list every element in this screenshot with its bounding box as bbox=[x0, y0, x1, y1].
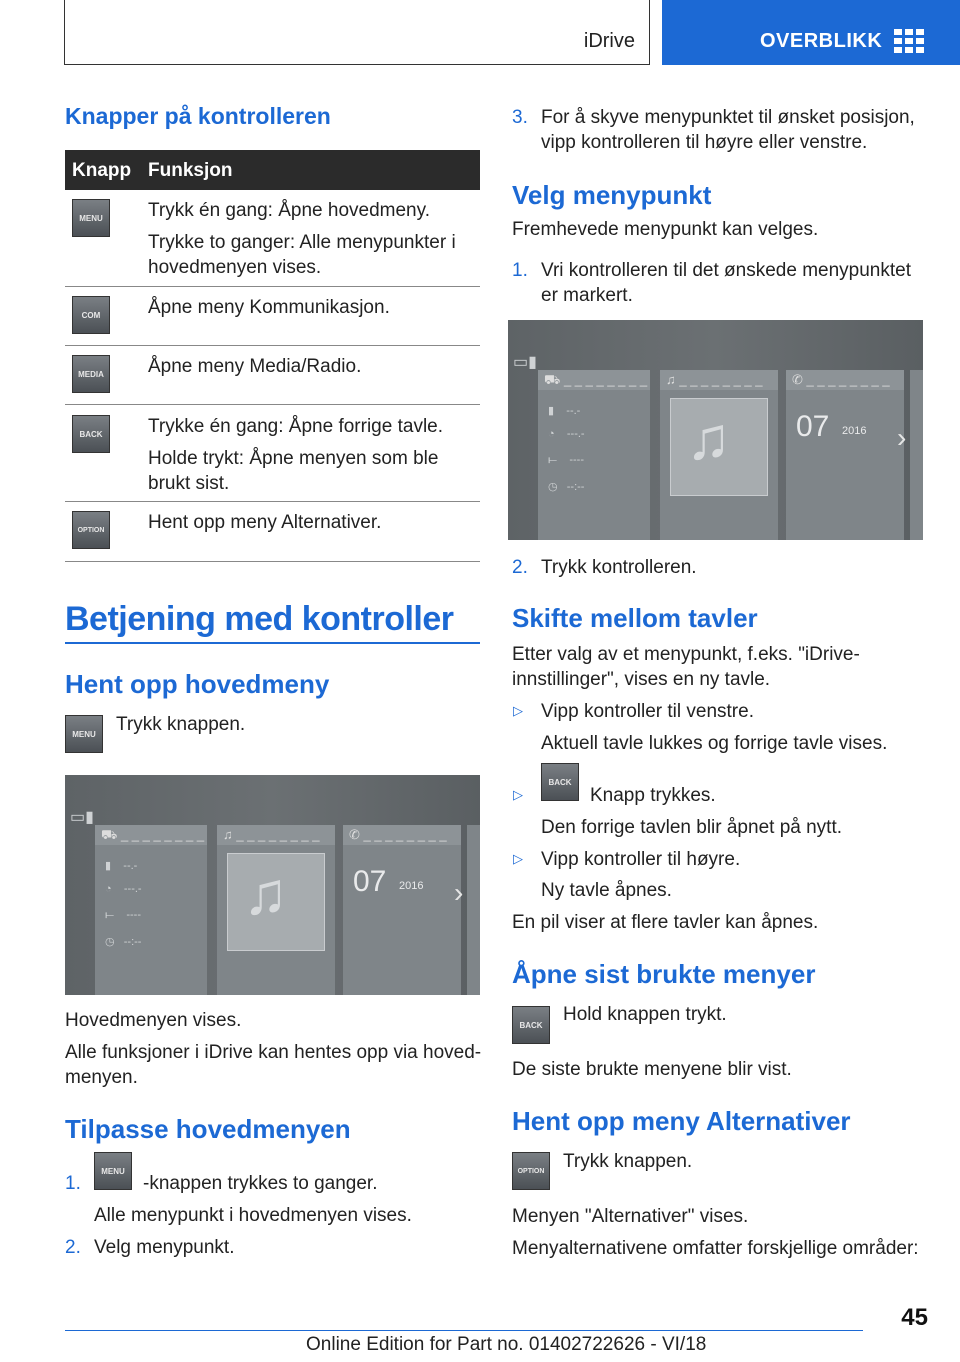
step-number: 1. bbox=[65, 1173, 81, 1194]
page-number: 45 bbox=[901, 1304, 928, 1331]
media-button-icon: MEDIA bbox=[72, 355, 110, 393]
switch-line1: Etter valg av et menypunkt, f.eks. "iDrive- bbox=[512, 644, 860, 665]
select-desc: Fremhevede menypunkt kan velges. bbox=[512, 219, 819, 240]
table-header bbox=[65, 150, 480, 190]
tile-phone: ✆ _ _ _ _ _ _ _ _ 07 2016 bbox=[786, 370, 904, 540]
table-divider bbox=[65, 345, 480, 346]
heading-switch-panels: Skifte mellom tavler bbox=[512, 603, 758, 633]
step3-line1: For å skyve menypunktet til ønsket posisjon, bbox=[541, 107, 915, 128]
bullet-triangle-icon: ▷ bbox=[513, 851, 523, 866]
idrive-screen-image bbox=[65, 775, 480, 995]
tile-vehicle: ⛟ _ _ _ _ _ _ _ _ ▮ --.- ◔ ---.- ⟝ ---- ◷ --:-- bbox=[538, 370, 650, 540]
table-divider bbox=[65, 561, 480, 562]
step1-detail: Alle menypunkt i hovedmenyen vises. bbox=[94, 1205, 412, 1226]
chevron-right-icon: › bbox=[454, 877, 464, 908]
tile-media: ♫ _ _ _ _ _ _ _ _ ♫ bbox=[660, 370, 778, 540]
step-number: 2. bbox=[512, 557, 528, 578]
overview-tab-label: OVERBLIKK bbox=[760, 30, 883, 52]
footer-text: Online Edition for Part no. 01402722626 - VI/18 bbox=[306, 1334, 707, 1355]
step-number: 2. bbox=[65, 1237, 81, 1258]
header-frame bbox=[64, 0, 650, 65]
heading-select-item: Velg menypunkt bbox=[512, 180, 712, 210]
tile-vehicle: ⛟ _ _ _ _ _ _ _ _ ▮ --.- ◔ ---.- ⟝ ---- ◷ --:-- bbox=[95, 825, 207, 995]
all-functions-line1: Alle funksjoner i iDrive kan hentes opp via hoved- bbox=[65, 1042, 482, 1063]
step3-line2: vipp kontrolleren til høyre eller venstre. bbox=[541, 132, 868, 153]
select-step1-line2: er markert. bbox=[541, 285, 633, 306]
heading-adjust-menu: Tilpasse hovedmenyen bbox=[65, 1114, 351, 1144]
select-step1-line1: Vri kontrolleren til det ønskede menypunktet bbox=[541, 260, 911, 281]
tile-next bbox=[910, 370, 923, 540]
screen-icon: ▭▮ bbox=[513, 354, 537, 371]
row-option-line1: Hent opp meny Alternativer. bbox=[148, 512, 382, 533]
table-divider bbox=[65, 286, 480, 287]
step2-text: Velg menypunkt. bbox=[94, 1237, 235, 1258]
row-com-line1: Åpne meny Kommunikasjon. bbox=[148, 297, 390, 318]
overview-tab[interactable] bbox=[662, 0, 960, 65]
step-number: 3. bbox=[512, 107, 528, 128]
tile-next bbox=[467, 825, 480, 995]
bullet2-detail: Den forrige tavlen blir åpnet på nytt. bbox=[541, 817, 843, 838]
music-note-icon: ♫ bbox=[686, 405, 731, 472]
option-button-icon: OPTION bbox=[72, 511, 110, 549]
bullet2: Knapp trykkes. bbox=[590, 785, 716, 806]
all-functions-line2: menyen. bbox=[65, 1067, 138, 1088]
option-button-icon: OPTION bbox=[512, 1152, 550, 1190]
heading-recent-menus: Åpne sist brukte menyer bbox=[512, 959, 816, 989]
screen-year: 2016 bbox=[842, 425, 867, 437]
screen-date: 07 bbox=[353, 865, 387, 898]
row-back-line1: Trykke én gang: Åpne forrige tavle. bbox=[148, 416, 444, 437]
idrive-screen-image bbox=[508, 320, 923, 540]
com-button-icon: COM bbox=[72, 296, 110, 334]
table-divider bbox=[65, 404, 480, 405]
col-header-button: Knapp bbox=[72, 160, 132, 181]
header-title: iDrive bbox=[583, 30, 635, 52]
menu-button-icon: MENU bbox=[94, 1152, 132, 1190]
row-back-line3: brukt sist. bbox=[148, 473, 230, 494]
options-areas: Menyalternativene omfatter forskjellige områder: bbox=[512, 1238, 919, 1259]
switch-line2: innstillinger", vises en ny tavle. bbox=[512, 669, 771, 690]
col-header-function: Funksjon bbox=[148, 160, 233, 181]
chapter-title: Betjening med kontroller bbox=[65, 600, 454, 638]
hold-button-text: Hold knappen trykt. bbox=[563, 1004, 727, 1025]
arrow-note: En pil viser at flere tavler kan åpnes. bbox=[512, 912, 819, 933]
options-shown: Menyen "Alternativer" vises. bbox=[512, 1206, 749, 1227]
chevron-right-icon: › bbox=[897, 422, 907, 453]
press-button2-text: Trykk knappen. bbox=[563, 1151, 693, 1172]
table-divider bbox=[65, 501, 480, 502]
step-number: 1. bbox=[512, 260, 528, 281]
select-step2: Trykk kontrolleren. bbox=[541, 557, 697, 578]
grid-icon bbox=[894, 29, 924, 53]
screen-year: 2016 bbox=[399, 880, 424, 892]
row-media-line1: Åpne meny Media/Radio. bbox=[148, 356, 362, 377]
heading-main-menu: Hent opp hovedmeny bbox=[65, 669, 330, 699]
recent-shown: De siste brukte menyene blir vist. bbox=[512, 1059, 792, 1080]
press-button-text: Trykk knappen. bbox=[116, 714, 246, 735]
section-title-buttons: Knapper på kontrolleren bbox=[65, 103, 331, 129]
row-menu-line3: hovedmenyen vises. bbox=[148, 257, 322, 278]
chapter-rule bbox=[65, 642, 480, 644]
screen-icon: ▭▮ bbox=[70, 809, 94, 826]
menu-button-icon: MENU bbox=[65, 715, 103, 753]
bullet-triangle-icon: ▷ bbox=[513, 787, 523, 802]
back-button-icon: BACK bbox=[512, 1006, 550, 1044]
bullet-triangle-icon: ▷ bbox=[513, 703, 523, 718]
step1-text: -knappen trykkes to ganger. bbox=[143, 1173, 378, 1194]
heading-options-menu: Hent opp meny Alternativer bbox=[512, 1106, 851, 1136]
back-button-icon: BACK bbox=[541, 763, 579, 801]
row-menu-line1: Trykk én gang: Åpne hovedmeny. bbox=[148, 200, 430, 221]
menu-button-icon: MENU bbox=[72, 199, 110, 237]
screen-date: 07 bbox=[796, 410, 830, 443]
bullet1-detail: Aktuell tavle lukkes og forrige tavle vises. bbox=[541, 733, 888, 754]
tile-media: ♫ _ _ _ _ _ _ _ _ ♫ bbox=[217, 825, 335, 995]
row-back-line2: Holde trykt: Åpne menyen som ble bbox=[148, 448, 439, 469]
row-menu-line2: Trykke to ganger: Alle menypunkter i bbox=[148, 232, 456, 253]
bullet1: Vipp kontroller til venstre. bbox=[541, 701, 754, 722]
back-button-icon: BACK bbox=[72, 415, 110, 453]
bullet3-detail: Ny tavle åpnes. bbox=[541, 880, 672, 901]
bullet3: Vipp kontroller til høyre. bbox=[541, 849, 741, 870]
main-menu-shown: Hovedmenyen vises. bbox=[65, 1010, 242, 1031]
footer-rule bbox=[65, 1330, 863, 1331]
tile-phone: ✆ _ _ _ _ _ _ _ _ 07 2016 bbox=[343, 825, 461, 995]
music-note-icon: ♫ bbox=[243, 860, 288, 927]
